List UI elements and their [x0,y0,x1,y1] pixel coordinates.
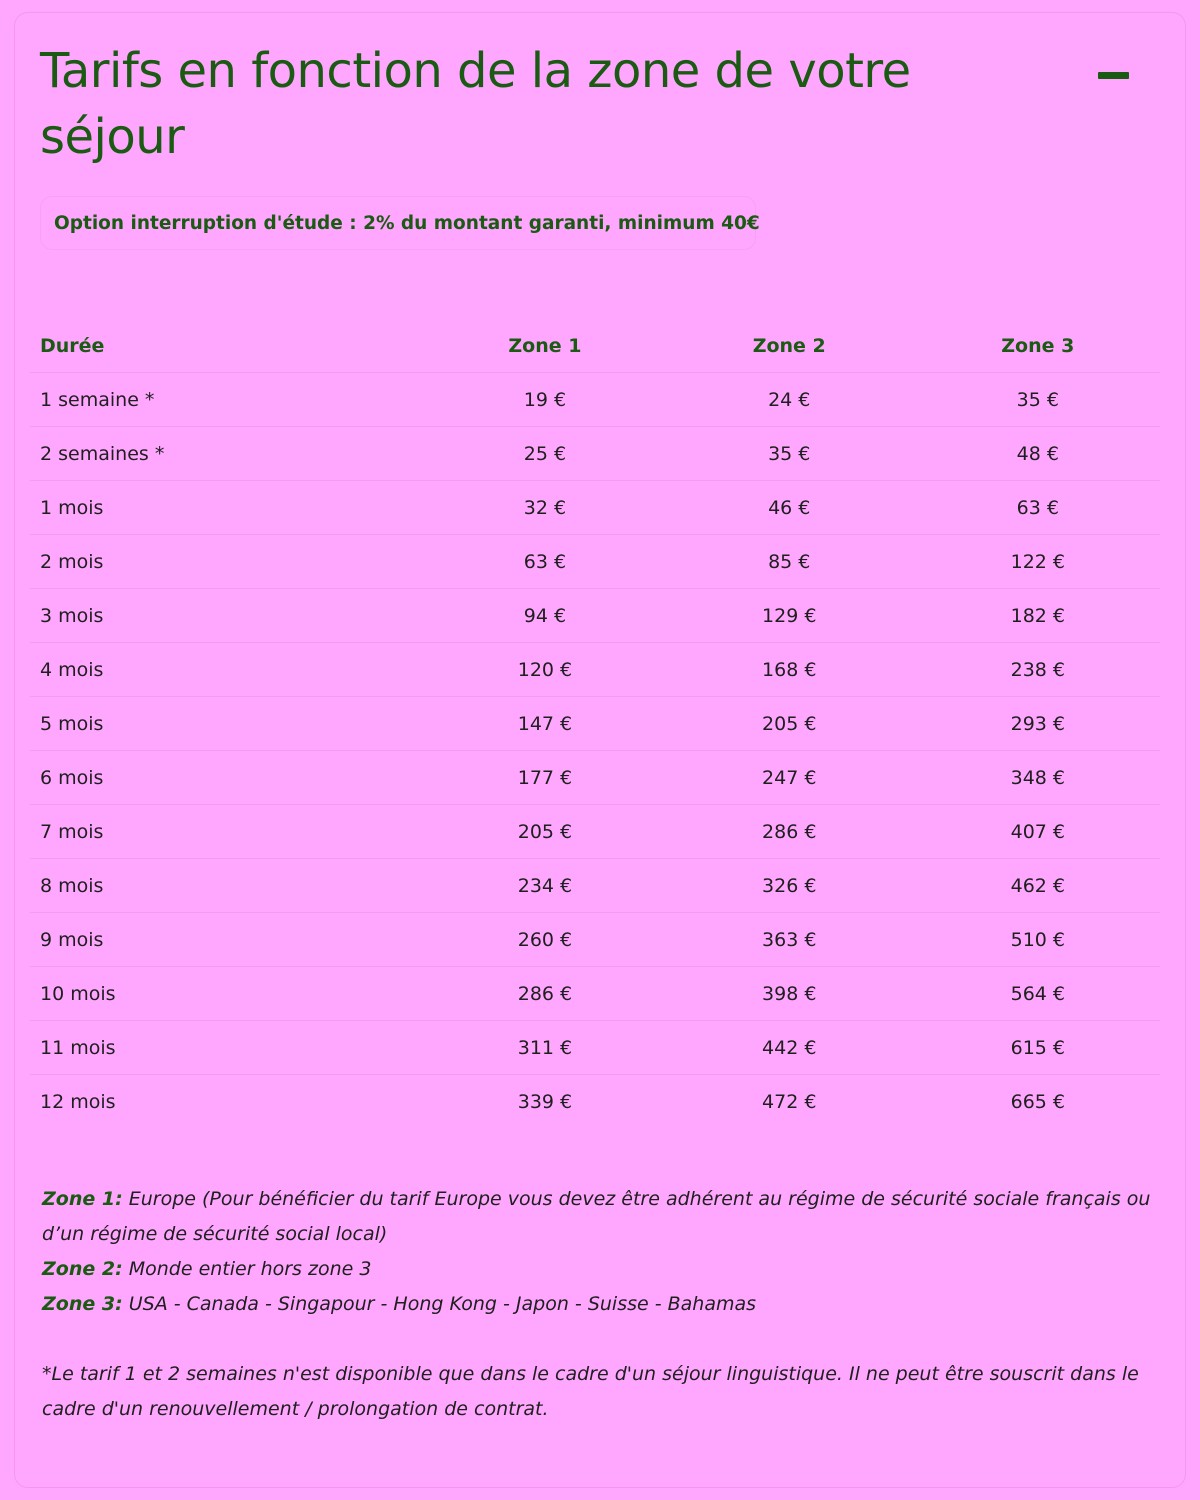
cell-zone-3: 48 € [916,427,1160,481]
cell-zone-3: 615 € [916,1021,1160,1075]
cell-duree: 3 mois [30,589,427,643]
header-zone-1: Zone 1 [427,319,663,373]
zone-notes [42,1182,1172,1427]
zone-label: Zone 1: [42,1188,123,1210]
cell-zone-1: 339 € [517,1090,573,1113]
table-row [30,589,1160,643]
table-header-row [30,319,1160,373]
cell-duree: 5 mois [30,697,427,751]
header-zone-2: Zone 2 [663,319,916,373]
cell-zone-1: 147 € [427,697,663,751]
cell-zone-2: 398 € [663,967,916,1021]
table-row [30,481,1160,535]
cell-zone-2: 247 € [663,751,916,805]
table-row [30,967,1160,1021]
table-row [30,373,1160,427]
cell-zone-3: 510 € [916,913,1160,967]
table-row [30,859,1160,913]
cell-duree: 4 mois [30,643,427,697]
header-zone-3: Zone 3 [916,319,1160,373]
table-row [30,643,1160,697]
cell-zone-1: 205 € [427,805,663,859]
zone-note [42,1287,1172,1322]
cell-zone-2: 46 € [663,481,916,535]
cell-zone-2: 442 € [663,1021,916,1075]
table-row [30,697,1160,751]
zone-label: Zone 3: [42,1293,123,1315]
cell-zone-1: 311 € [427,1021,663,1075]
header-duree: Durée [30,319,427,373]
cell-zone-2: 168 € [663,643,916,697]
cell-zone-3: 63 € [916,481,1160,535]
cell-zone-1: 234 € [427,859,663,913]
cell-zone-2: 35 € [663,427,916,481]
cell-duree: 1 semaine * [30,373,427,427]
option-notice: Option interruption d'étude : 2% du montant garanti, minimum 40€ [40,196,756,250]
table-row [30,751,1160,805]
table-row [30,1021,1160,1075]
cell-zone-1: 120 € [427,643,663,697]
cell-zone-1: 177 € [427,751,663,805]
zone-description: USA - Canada - Singapour - Hong Kong - Japon - Suisse - Bahamas [122,1293,757,1315]
cell-zone-3: 665 € [1010,1090,1066,1113]
footnote: *Le tarif 1 et 2 semaines n'est disponible que dans le cadre d'un séjour linguistique. Il ne peut être souscrit dans le cadre d'un renouvellement / prolongation de contrat. [42,1363,1139,1420]
table-row [30,427,1160,481]
section-title: Tarifs en fonction de la zone de votre séjour [40,43,911,165]
zone-note [42,1182,1172,1252]
cell-zone-2: 363 € [663,913,916,967]
table-row [30,535,1160,589]
cell-zone-1: 19 € [427,373,663,427]
table-body [30,373,1160,1129]
cell-zone-3: 122 € [916,535,1160,589]
table-row [30,1075,1160,1129]
cell-zone-3: 348 € [916,751,1160,805]
table-row [30,913,1160,967]
cell-zone-1: 94 € [427,589,663,643]
cell-zone-3: 182 € [916,589,1160,643]
table-row [30,805,1160,859]
cell-zone-3: 238 € [916,643,1160,697]
cell-duree: 2 semaines * [30,427,427,481]
cell-duree: 8 mois [30,859,427,913]
zone-description: Monde entier hors zone 3 [122,1258,372,1280]
cell-zone-1: 25 € [427,427,663,481]
cell-duree: 10 mois [30,967,427,1021]
cell-zone-2: 85 € [663,535,916,589]
cell-duree: 6 mois [30,751,427,805]
cell-zone-3: 35 € [916,373,1160,427]
cell-zone-2: 286 € [663,805,916,859]
cell-zone-1: 32 € [427,481,663,535]
cell-zone-3: 293 € [916,697,1160,751]
cell-zone-1: 260 € [427,913,663,967]
minus-icon [1098,72,1129,79]
collapse-button[interactable] [1094,60,1134,94]
pricing-table [30,319,1160,1128]
cell-zone-2: 326 € [663,859,916,913]
zone-label: Zone 2: [42,1258,123,1280]
cell-zone-2: 129 € [663,589,916,643]
cell-duree: 11 mois [30,1021,427,1075]
cell-duree: 2 mois [30,535,427,589]
cell-duree: 1 mois [30,481,427,535]
cell-zone-2: 24 € [663,373,916,427]
cell-duree: 7 mois [30,805,427,859]
zone-description: Europe (Pour bénéficier du tarif Europe vous devez être adhérent au régime de sécurité sociale français ou d’un régime de sécurité social local) [42,1188,1151,1245]
cell-duree: 12 mois [40,1090,116,1113]
zone-note [42,1252,1172,1287]
cell-zone-1: 286 € [427,967,663,1021]
cell-zone-2: 205 € [663,697,916,751]
cell-zone-3: 407 € [916,805,1160,859]
cell-zone-3: 564 € [916,967,1160,1021]
cell-duree: 9 mois [30,913,427,967]
cell-zone-2: 472 € [762,1090,817,1113]
cell-zone-1: 63 € [427,535,663,589]
cell-zone-3: 462 € [916,859,1160,913]
